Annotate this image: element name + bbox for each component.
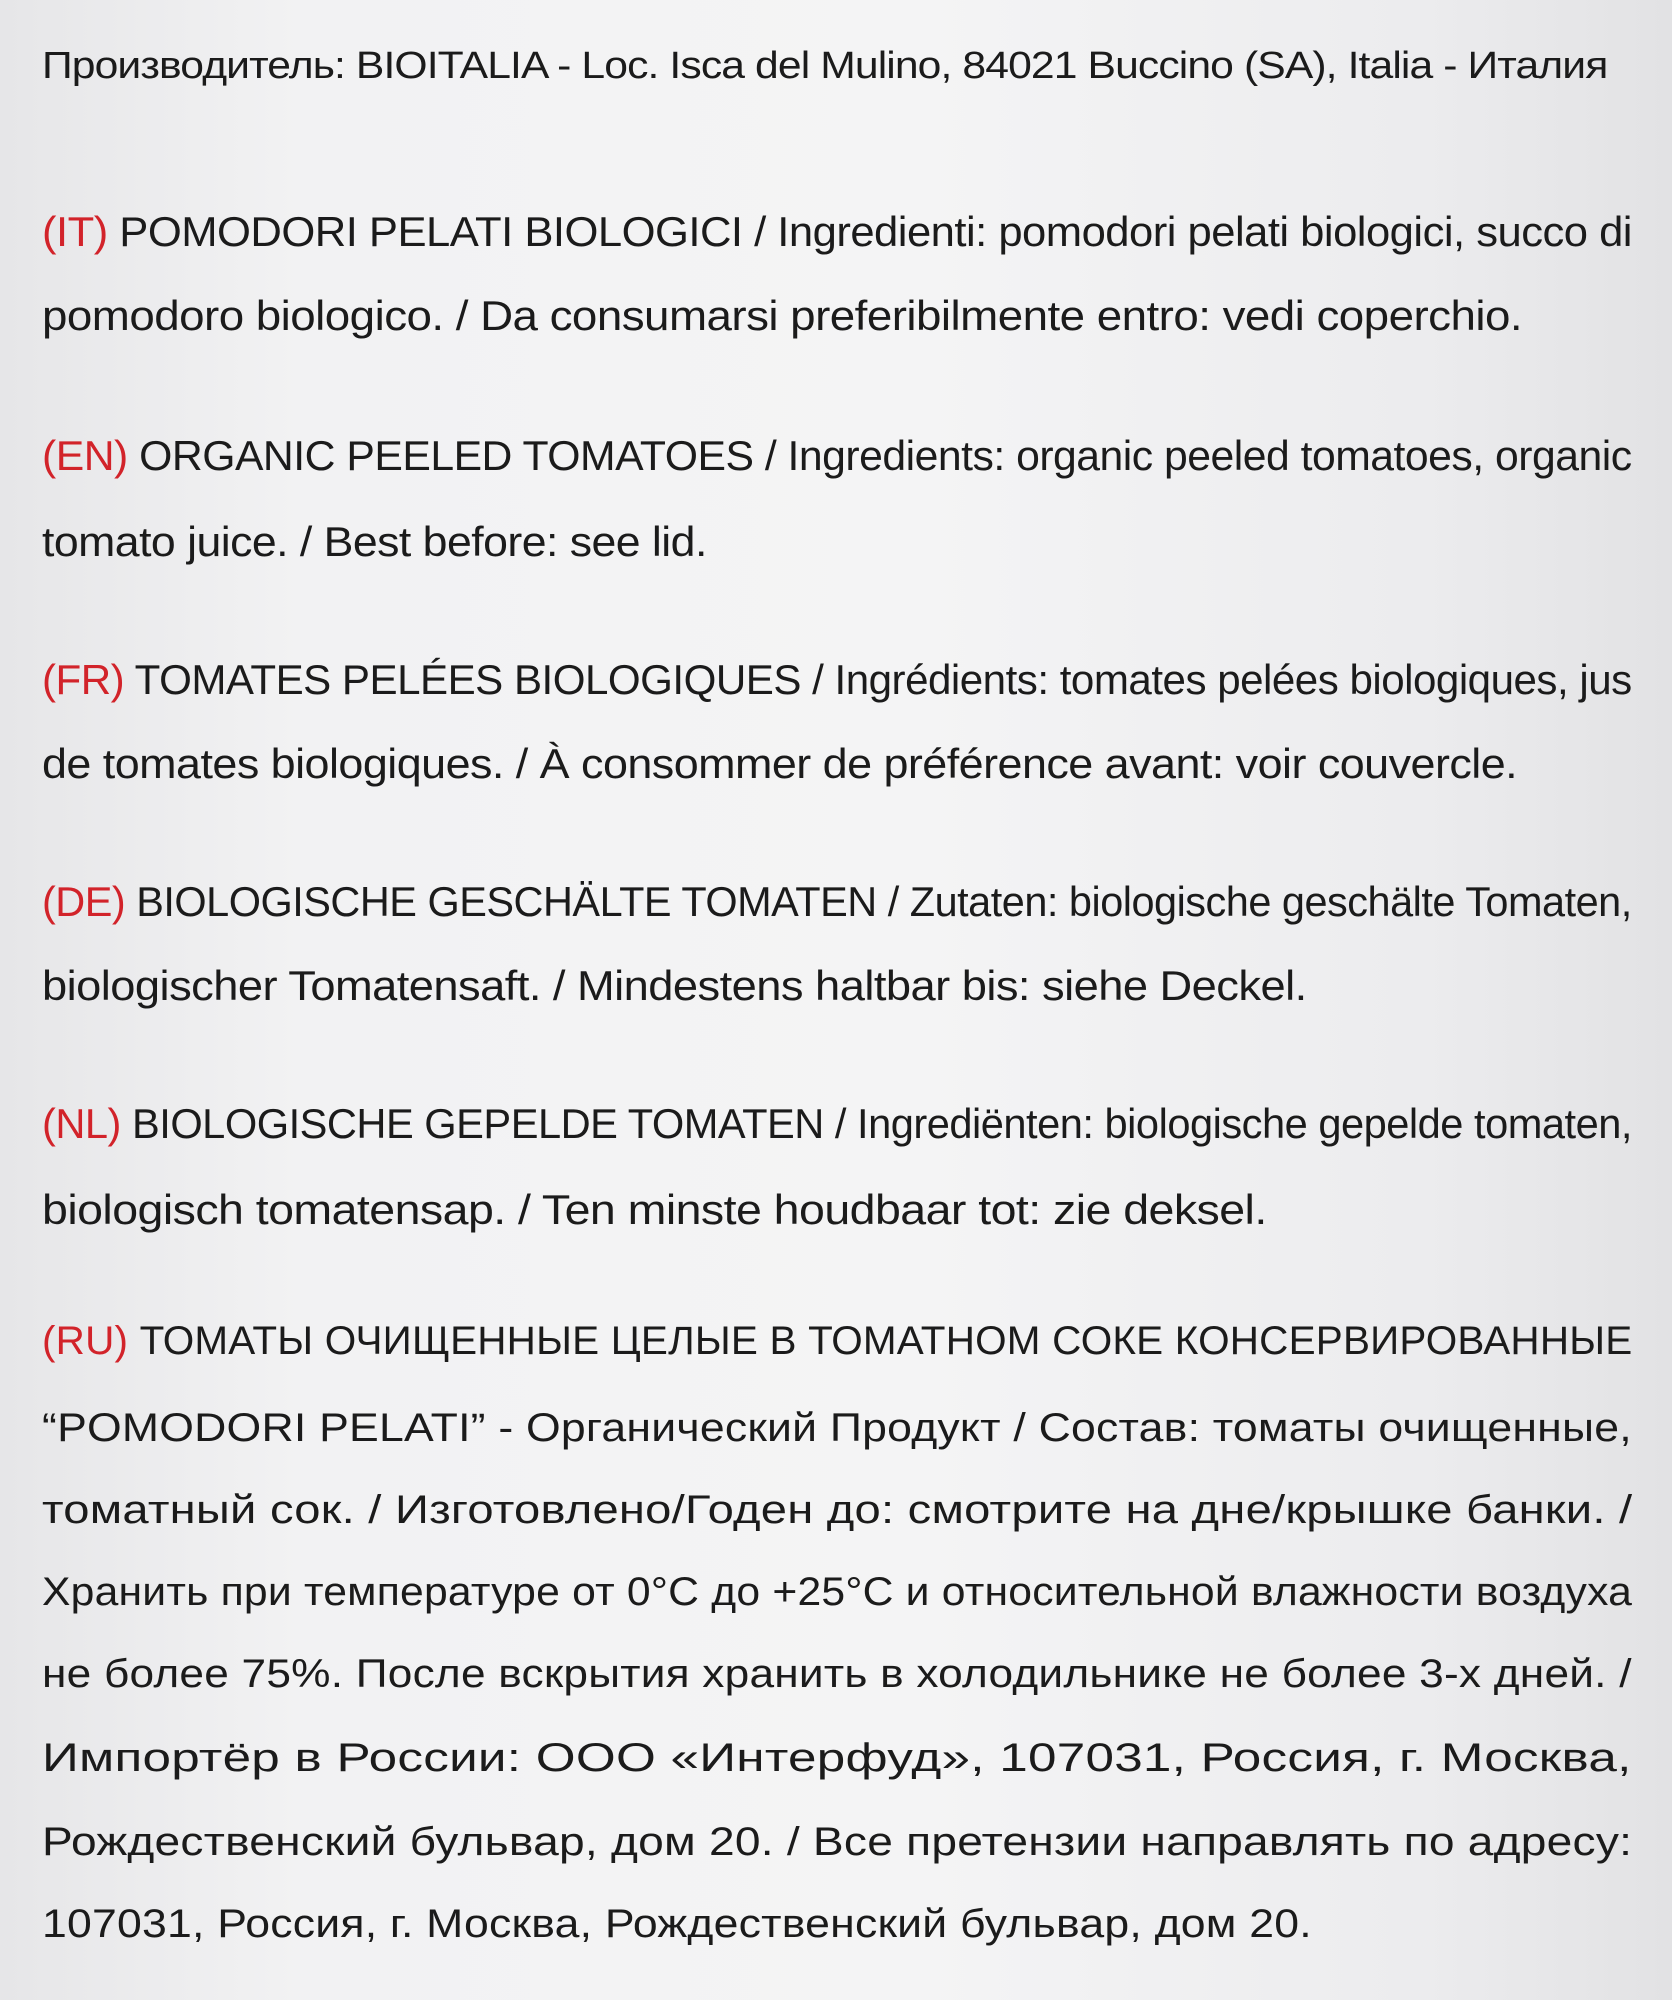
section-ru-text-5: не более 75%. После вскрытия хранить в холодильнике не более 3-х дней. / [42,1652,1632,1696]
section-ru-line-3 [42,1484,1632,1536]
lang-code-de: (DE) [42,878,126,925]
section-en-line-2 [42,516,707,568]
section-it-text-1: POMODORI PELATI BIOLOGICI / Ingredienti: pomodori pelati biologici, succo di [107,208,1632,255]
section-ru-line-7 [42,1816,1632,1868]
lang-code-ru: (RU) [42,1319,129,1363]
section-fr-line-1 [42,654,1632,706]
section-ru-line-5 [42,1648,1632,1700]
section-ru-text-6: Импортёр в России: ООО «Интерфуд», 107031, Россия, г. Москва, [42,1736,1632,1780]
section-de-text-2: biologischer Tomatensaft. / Mindestens haltbar bis: siehe Deckel. [42,962,1307,1009]
section-ru-text-7: Рождественский бульвар, дом 20. / Все претензии направлять по адресу: [42,1820,1633,1864]
section-ru-text-2: “POMODORI PELATI” - Органический Продукт / Состав: томаты очищенные, [42,1406,1632,1450]
section-nl-line-2 [42,1184,1267,1236]
lang-code-fr: (FR) [42,656,125,703]
section-de-line-2 [42,960,1307,1012]
section-ru-line-4 [42,1566,1632,1618]
section-en-text-1: ORGANIC PEELED TOMATOES / Ingredients: organic peeled tomatoes, organic [127,432,1632,479]
manufacturer-text: Производитель: BIOITALIA - Loc. Isca del Mulino, 84021 Buccino (SA), Italia - Италия [42,45,1608,87]
lang-code-nl: (NL) [42,1100,121,1147]
section-fr-text-2: de tomates biologiques. / À consommer de préférence avant: voir couvercle. [42,740,1518,787]
section-ru-text-1: ТОМАТЫ ОЧИЩЕННЫЕ ЦЕЛЫЕ В ТОМАТНОМ СОКЕ КОНСЕРВИРОВАННЫЕ [128,1319,1633,1363]
manufacturer-line [42,40,1607,92]
section-ru-text-3: томатный сок. / Изготовлено/Годен до: смотрите на дне/крышке банки. / [42,1488,1633,1532]
section-fr-text-1: TOMATES PELÉES BIOLOGIQUES / Ingrédients: tomates pelées biologiques, jus [124,656,1632,703]
section-ru-text-4: Хранить при температуре от 0°C до +25°C и относительной влажности воздуха [42,1570,1633,1614]
lang-code-en: (EN) [42,432,128,479]
section-en-line-1 [42,430,1632,482]
section-ru-line-2 [42,1402,1632,1454]
section-nl-text-1: BIOLOGISCHE GEPELDE TOMATEN / Ingrediënten: biologische gepelde tomaten, [120,1100,1632,1147]
section-ru-text-8: 107031, Россия, г. Москва, Рождественский бульвар, дом 20. [42,1902,1312,1946]
lang-code-it: (IT) [42,208,108,255]
section-nl-text-2: biologisch tomatensap. / Ten minste houdbaar tot: zie deksel. [42,1186,1267,1233]
section-ru-line-6 [42,1732,1632,1784]
section-en-text-2: tomato juice. / Best before: see lid. [42,518,707,565]
section-it-line-2 [42,290,1522,342]
section-nl-line-1 [42,1098,1632,1150]
section-it-line-1 [42,206,1632,258]
section-de-line-1 [42,876,1632,928]
section-it-text-2: pomodoro biologico. / Da consumarsi preferibilmente entro: vedi coperchio. [42,292,1523,339]
section-fr-line-2 [42,738,1517,790]
section-ru-line-1 [42,1315,1632,1367]
section-de-text-1: BIOLOGISCHE GESCHÄLTE TOMATEN / Zutaten: biologische geschälte Tomaten, [125,878,1632,925]
section-ru-line-8 [42,1898,1312,1950]
